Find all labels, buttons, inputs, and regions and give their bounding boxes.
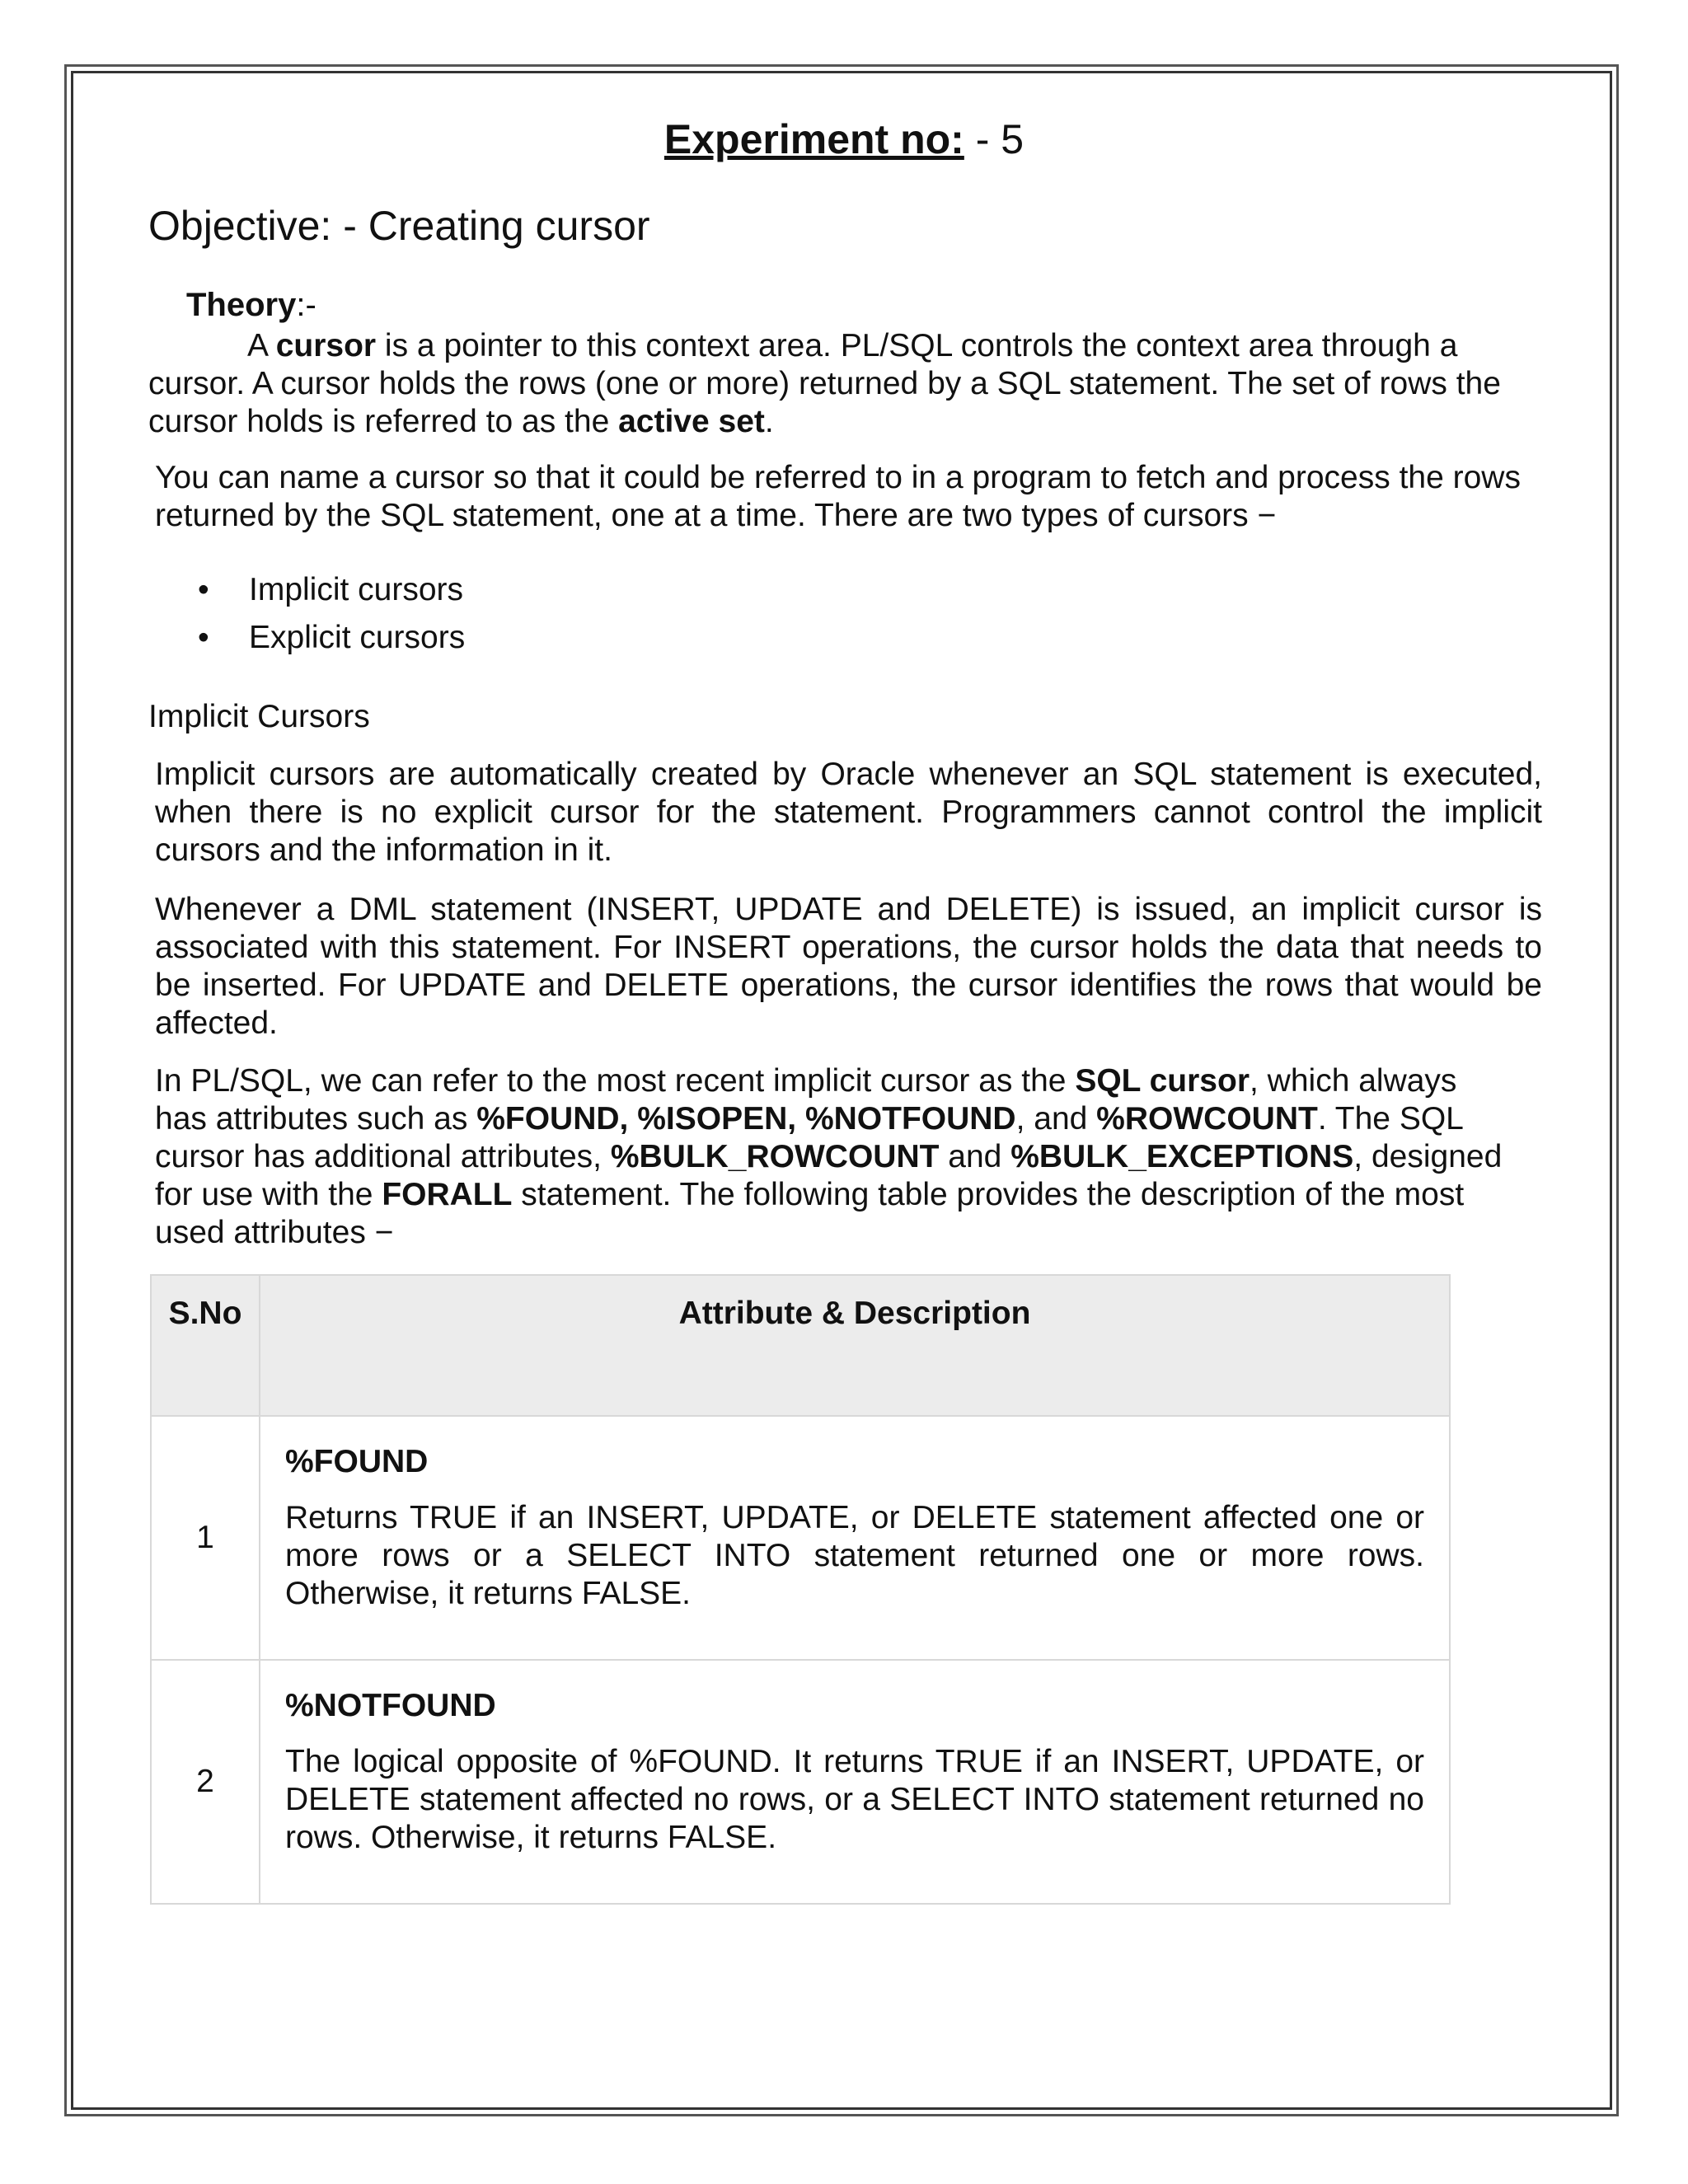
list-item [198,571,463,609]
title-suffix: - 5 [964,116,1025,162]
title-label: Experiment no: [663,116,964,162]
implicit-p3-line1 [155,1062,1456,1100]
theory-p1-line1 [247,327,1457,365]
list-item-label: Implicit cursors [249,572,464,607]
list-item-label: Explicit cursors [249,620,466,655]
attribute-description: Returns TRUE if an INSERT, UPDATE, or DELETE statement affected one or more rows or a SELECT INTO statement returned one or more rows. Otherwise, it returns FALSE. [285,1500,1424,1611]
text-run: cursor has additional attributes, [155,1139,611,1174]
term-sql-cursor: SQL cursor [1075,1063,1250,1099]
theory-suffix: :- [296,287,316,323]
column-header-attribute: Attribute & Description [260,1275,1450,1416]
row-number: 1 [151,1416,260,1660]
column-header-sno: S.No [151,1275,260,1416]
text-run: cursor holds is referred to as the [148,404,619,439]
theory-heading [186,285,316,325]
term-bulk-rowcount: %BULK_ROWCOUNT [610,1139,940,1174]
term-cursor: cursor [275,328,377,363]
row-description-cell [260,1660,1450,1904]
text-run: , which always [1250,1063,1457,1099]
table-header-row [151,1275,1450,1416]
theory-p1-line2: cursor. A cursor holds the rows (one or more) returned by a SQL statement. The set of rows the [148,366,1501,401]
term-attributes: %FOUND, %ISOPEN, %NOTFOUND [476,1101,1016,1137]
row-description-cell [260,1416,1450,1660]
term-bulk-exceptions: %BULK_EXCEPTIONS [1010,1139,1354,1174]
attribute-name: %NOTFOUND [285,1688,496,1723]
text-run: . [764,404,774,439]
implicit-p3-line2 [155,1100,1464,1138]
list-item [198,619,465,657]
text-run: A [247,328,276,363]
implicit-p3-line3 [155,1138,1502,1176]
text-run: . The SQL [1317,1101,1464,1137]
text-run: In PL/SQL, we can refer to the most recent implicit cursor as the [155,1063,1076,1099]
theory-label: Theory [186,287,297,323]
implicit-p2-line3: be inserted. For UPDATE and DELETE operations, the cursor identifies the rows that would be [155,968,1542,1003]
page-title [0,114,1688,165]
objective-heading: Objective: - Creating cursor [148,203,650,249]
implicit-p3-line5: used attributes − [155,1215,394,1250]
implicit-p3-line4 [155,1176,1464,1214]
theory-p2-line2: returned by the SQL statement, one at a time. There are two types of cursors − [155,498,1277,533]
row-number: 2 [151,1660,260,1904]
text-run: , and [1015,1101,1097,1137]
term-forall: FORALL [382,1177,513,1212]
term-rowcount: %ROWCOUNT [1096,1101,1318,1137]
implicit-p2-line4: affected. [155,1005,278,1041]
implicit-p1-line3: cursors and the information in it. [155,832,612,868]
table-row [151,1416,1450,1660]
text-run: for use with the [155,1177,382,1212]
implicit-p1-line1: Implicit cursors are automatically created by Oracle whenever an SQL statement is executed, [155,757,1542,792]
bullet-icon: • [198,572,209,607]
term-active-set: active set [618,404,765,439]
attribute-description: The logical opposite of %FOUND. It returns TRUE if an INSERT, UPDATE, or DELETE statement affected no rows, or a SELECT INTO statement returned no rows. Otherwise, it returns FALSE. [285,1744,1424,1855]
text-run: and [939,1139,1011,1174]
theory-p1-line3 [148,403,774,441]
bullet-icon: • [198,620,209,655]
attribute-name: %FOUND [285,1444,429,1479]
text-run: statement. The following table provides the description of the most [512,1177,1465,1212]
implicit-p2-line1: Whenever a DML statement (INSERT, UPDATE and DELETE) is issued, an implicit cursor is [155,892,1542,927]
text-run: , designed [1353,1139,1503,1174]
text-run: is a pointer to this context area. PL/SQL controls the context area through a [376,328,1458,363]
attributes-table [150,1274,1451,1905]
implicit-p1-line2: when there is no explicit cursor for the statement. Programmers cannot control the implicit [155,794,1542,830]
theory-p2-line1: You can name a cursor so that it could be referred to in a program to fetch and process the rows [155,460,1521,495]
text-run: has attributes such as [155,1101,477,1137]
implicit-cursors-heading: Implicit Cursors [148,699,370,734]
implicit-p2-line2: associated with this statement. For INSERT operations, the cursor holds the data that needs to [155,930,1542,965]
table-row [151,1660,1450,1904]
